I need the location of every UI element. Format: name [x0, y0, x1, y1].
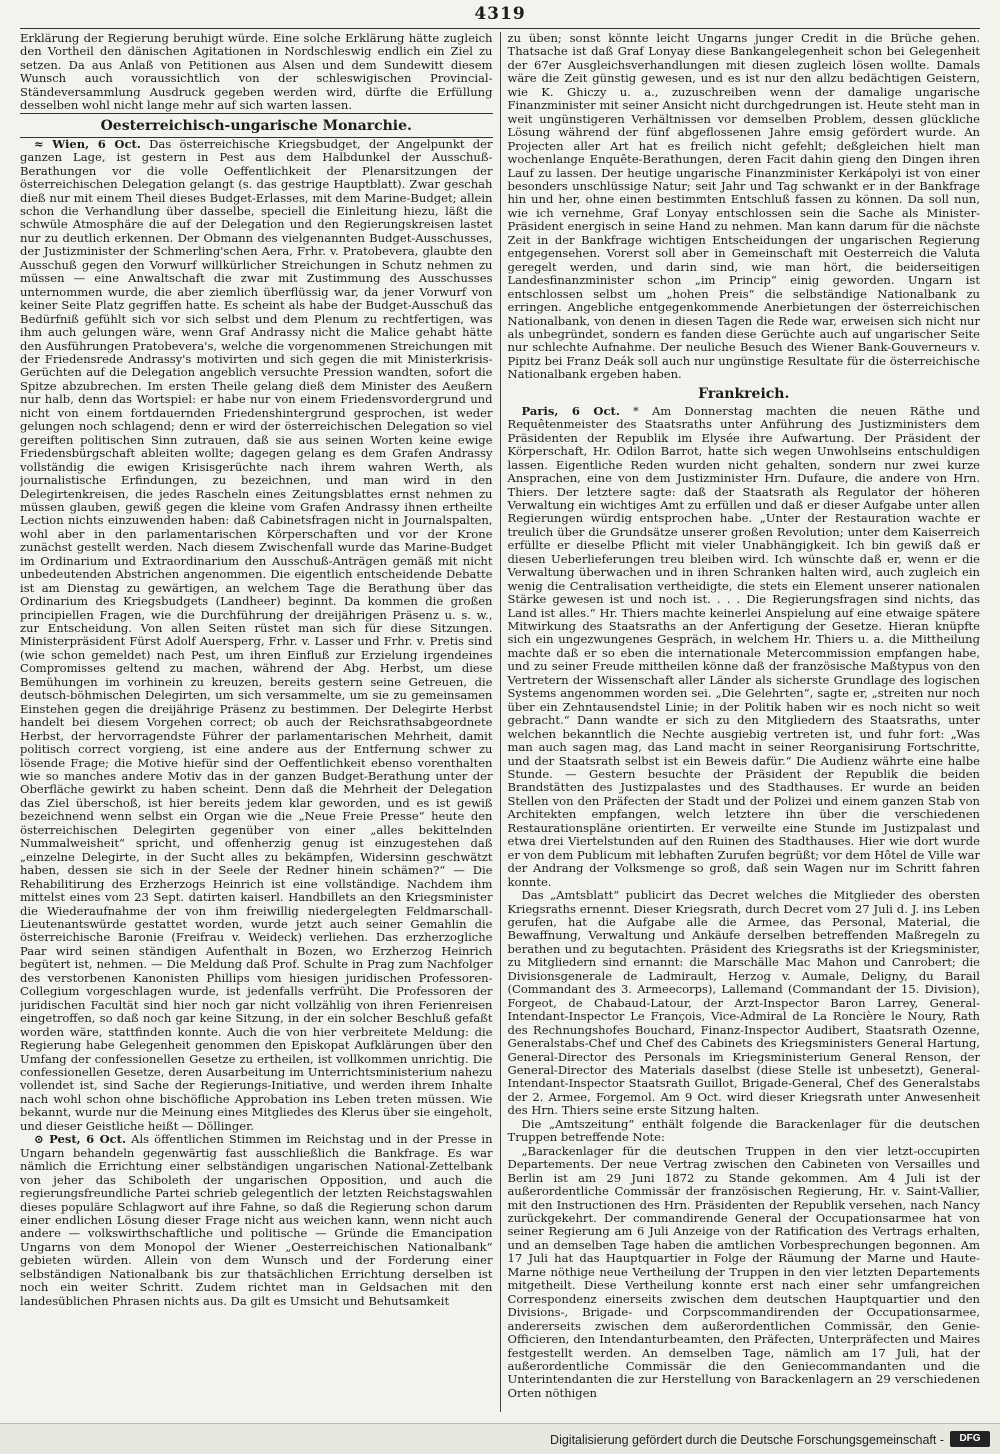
pest-dateline: ⊙ Pest, 6 Oct. — [34, 1132, 127, 1147]
paris-dateline: Paris, 6 Oct. — [521, 403, 620, 418]
page-number: 4319 — [474, 4, 526, 24]
header-rule — [20, 28, 980, 29]
baracken-paragraph: „Barackenlager für die deutschen Truppen in den vier letzt-occupirten Departements. Der neue Vertrag zwischen den Cabineten von Versailles und Berlin ist am 29 Juni 1872 zu Stande gekommen. Am 4 Juli ist der außerordentliche Commissär der französischen Regierung, Hr. v. Saint-Vallier, mit den Instructionen des Hrn. Präsidenten der Republik versehen, nach Nancy zurückgekehrt. Der commandirende General der Occupationsarmee hat von seiner Regierung am 6 Juli Anzeige von der Ratification des Vertrags erhalten, und an demselben Tage haben die amtlichen Vorbesprechungen begonnen. Am 17 Juli hat das Hauptquartier in Folge der Räumung der Marne und Haute-Marne nöthige neue Vertheilung der Truppen in den vier letzten Departements mitgetheilt. Diese Vertheilung konnte erst nach einer sehr umfangreichen Correspondenz einerseits zwischen dem deutschen Hauptquartier und den Divisions-, Brigade- und Corpscommandirenden der Occupationsarmee, andererseits zwischen dem außerordentlichen Commissär, den Genie-Officieren, den Intendanturbeamten, den Präfecten, Unterpräfecten und Maires festgestellt werden. An demselben Tage, nämlich am 17 Juli, hat der außerordentliche Commissär die den Geniecommandanten und die Unterintendanten die zur Herstellung von Barackenlagern an 29 verschiedenen Orten nöthigen — [507, 1143, 980, 1400]
left-column — [20, 32, 500, 1412]
section-rule — [20, 113, 493, 114]
pest-continuation: zu üben; sonst könnte leicht Ungarns junger Credit in die Brüche gehen. Thatsache ist daß Graf Lonyay diese Bankangelegenheit schon bei Gelegenheit der 67er Ausgleichsverhandlungen mit diesen zugleich lösen wollte. Damals wäre die Zeit günstig gewesen, und es ist nur den allzu bedächtigen Geistern, wie K. Ghiczy u. a., zuzuschreiben wenn der damalige ungarische Finanzminister mit seiner Ansicht nicht durchgedrungen ist. Heute steht man in weit ungünstigeren Verhältnissen vor demselben Problem, dessen glückliche Lösung während der fünf abgeflossenen Jahre emsig gefördert wurde. An Projecten aller Art hat es freilich nicht gefehlt; deßgleichen hielt man wochenlange Enquête-Berathungen, deren Facit dahin gieng den Dingen ihren Lauf zu lassen. Der heutige ungarische Finanzminister Kerkápolyi ist von einer besonders unschlüssige Natur; seit Jahr und Tag schwankt er in der Bankfrage hin und her, ohne einen bestimmten Entschluß fassen zu können. Da soll nun, wie ich vernehme, Graf Lonyay entschlossen sein die Sache als Minister-Präsident energisch in seine Hand zu nehmen. Man kann darum für die nächste Zeit in der Bankfrage wichtigen Entscheidungen der ungarischen Regierung entgegensehen. Vorerst soll aber in Gemeinschaft mit Oesterreich die Valuta geregelt werden, und darin sind, wie man hört, die beiderseitigen Landesfinanzminister schon „im Princip“ einig geworden. Ungarn ist entschlossen selbst um „hohen Preis“ die selbständige Nationalbank zu erringen. Angebliche entgegenkommende Anerbietungen der österreichischen Nationalbank, von denen in diesen Tagen die Rede war, erweisen sich nicht nur als unbegründet, sondern es fanden diese Gerüchte auch auf ungarischer Seite nur schlechte Aufnahme. Der neuliche Besuch des Wiener Bank-Gouverneurs v. Pipitz bei Franz Deák soll auch nur ungünstige Resultate für die österreichische Nationalbank ergeben haben. — [507, 32, 980, 382]
section-heading-france: Frankreich. — [698, 385, 790, 402]
opening-paragraph: Erklärung der Regierung beruhigt würde. Eine solche Erklärung hätte zugleich den Vortheil den dänischen Agitationen in Nordschleswig endlich ein Ziel zu setzen. Da aus Anlaß von Petitionen aus Alsen und dem Sundewitt diesem Wunsch auch voraussichtlich von der schleswigischen Provincial-Ständeversammlung Ausdruck gegeben werden wird, dürfte die Erfüllung desselben wohl nicht lange mehr auf sich warten lassen. — [20, 32, 493, 113]
footer-text: Digitalisierung gefördert durch die Deutsche Forschungsgemeinschaft - — [550, 1433, 944, 1447]
amtszeitung-paragraph: Die „Amtszeitung“ enthält folgende die Barackenlager für die deutschen Truppen betreffende Note: — [507, 1116, 980, 1145]
amtsblatt-paragraph: Das „Amtsblatt“ publicirt das Decret welches die Mitglieder des obersten Kriegsraths ernennt. Dieser Kriegsrath, durch Decret vom 27 Juli d. J. ins Leben gerufen, hat die Aufgabe alle die Armee, das Personal, Material, die Bewaffnung, Verwaltung und Ankäufe derselben betreffenden Maßregeln zu berathen und zu begutachten. Präsident des Kriegsraths ist der Kriegsminister, zu Mitgliedern sind ernannt: die Marschälle Mac Mahon und Canrobert; die Divisionsgenerale de Ladmirault, Herzog v. Aumale, Deligny, du Barail (Commandant des 3. Armeecorps), Lallemand (Commandant der 15. Division), Forgeot, de Chabaud-Latour, der Arzt-Inspector Baron Larrey, General-Intendant-Inspector Le François, Vice-Admiral de La Roncière le Noury, Rath des Rechnungshofes Bouchard, Finanz-Inspector Audibert, Staatsrath Ozenne, Generalstabs-Chef und Chef des Cabinets des Kriegsministers General Hartung, General-Director des Personals im Kriegsministerium General Renson, der General-Director des Materials daselbst (diese Stelle ist unbesetzt), General-Intendant-Inspector Staatsrath Guillot, Brigade-General, Chef des Generalstabs der 2. Armee, Forgemol. Am 9 Oct. wird dieser Kriegsrath unter Anwesenheit des Hrn. Thiers seine erste Sitzung halten. — [507, 888, 980, 1118]
pest-article — [20, 1133, 493, 1308]
wien-dateline: ≈ Wien, 6 Oct. — [34, 136, 141, 151]
dfg-logo-icon: DFG — [950, 1431, 990, 1447]
newspaper-columns — [20, 32, 980, 1412]
paris-article — [508, 405, 981, 889]
right-column — [501, 32, 981, 1412]
wien-text: Das österreichische Kriegsbudget, der Angelpunkt der ganzen Lage, ist gestern in Pest aus dem Halbdunkel der Ausschuß-Berathungen vor die volle Oeffentlichkeit der Plenarsitzungen der österreichischen Delegation gelangt (s. das gestrige Hauptblatt). Zwar geschah dieß nur mit einem Theil dieses Budget-Erlasses, mit dem Marine-Budget; allein schon die Verhandlung über dasselbe, speciell die Einleitung hiezu, läßt die schwüle Atmosphäre die auf der Delegation und den Regierungskreisen lastet nur zu deutlich erkennen. Der Obmann des vielgenannten Budget-Ausschusses, der Justizminister der Schmerling'schen Aera, Frhr. v. Pratobevera, glaubte den Ausschuß gegen den Vorwurf willkürlicher Streichungen in Schutz nehmen zu müssen — eine Anwaltschaft die zwar mit Zustimmung des Ausschusses unternommen wurde, die aber ziemlich überflüssig war, da jener Vorwurf von keiner Seite Platz gegriffen hatte. Es scheint als habe der Budget-Ausschuß das Bedürfniß gefühlt sich vor sich selbst und dem Plenum zu rechtfertigen, was ihm auch gelungen wäre, wenn Graf Andrassy nicht die Malice gehabt hätte den Ausführungen Pratobevera's, welche die vorgenommenen Streichungen mit der Friedensrede Andrassy's motivirten und sich gegen die mit Ministerkrisis-Gerüchten auf die Delegation angeblich versuchte Pression wandten, sofort die Spitze abzubrechen. Im ersten Theile gelang dieß dem Minister des Aeußern nur halb, denn das Wortspiel: er habe nur von einem Friedensvordergrund und nicht von einem fortdauernden Friedenshintergrund gesprochen, ist weder gelungen noch schlagend; denn er wird der österreichischen Delegation so viel gereiften politischen Sinn zutrauen, daß sie aus seinen Worten keine ewige Friedensbürgschaft ableiten wollte; dagegen gelang es dem Grafen Andrassy vollständig die ewigen Krisisgerüchte nach ihrem wahren Werth, als journalistische Erfindungen, zu bezeichnen, und man wird in den Delegirtenkreisen, die jedes Rascheln eines Zeitungsblattes ernst nehmen zu müssen glauben, gewiß gegen die kleine vom Grafen Andrassy ihnen ertheilte Lection nichts einzuwenden haben: daß Cabinetsfragen nicht in Journalspalten, wohl aber in den parlamentarischen Körperschaften und vor der Krone zunächst gestellt werden. Nach diesem Zwischenfall wurde das Marine-Budget im Ordinarium und Extraordinarium den Ausschuß-Anträgen gemäß mit nicht unbedeutenden Abstrichen angenommen. Die eigentlich entscheidende Debatte ist am Dienstag zu gewärtigen, an welchem Tage die Berathung über das Ordinarium des Kriegsbudgets (Landheer) beginnt. Da kommen die großen principiellen Fragen, wie die Durchführung der dreijährigen Präsenz u. s. w., zur Entscheidung. Von allen Seiten rüstet man sich für diese Sitzungen. Ministerpräsident Fürst Adolf Auersperg, Frhr. v. Lasser und Frhr. v. Pretis sind (wie schon gemeldet) nach Pest, um ihren Einfluß zur Erzielung irgendeines Compromisses geltend zu machen, während der Abg. Herbst, um diese Bemühungen im vorhinein zu kreuzen, bereits gestern seine Getreuen, die deutsch-böhmischen Delegirten, um sich versammelte, um sie zu gemeinsamen Einstehen gegen die dreijährige Präsenz zu bestimmen. Der Delegirte Herbst handelt bei diesem Vorgehen correct; ob auch der Reichsrathsabgeordnete Herbst, der hervorragendste Führer der parlamentarischen Mehrheit, damit politisch correct vorgieng, ist eine andere aus der Entfernung schwer zu lösende Frage; die Motive hiefür sind der Oeffentlichkeit ebenso vorenthalten wie so manches andere Motiv das in der ganzen Budget-Berathung unter der Oberfläche gewirkt zu haben scheint. Denn daß die Mehrheit der Delegation das Ziel überschoß, ist hier bereits jedem klar geworden, und es ist gewiß bezeichnend wenn selbst ein Organ wie die „Neue Freie Presse“ heute den österreichischen Delegirten gegenüber von einer „alles bekittelnden Nummalweisheit“ spricht, und offenherzig genug ist einzugestehen daß „einzelne Delegirte, in der Sucht alles zu bekämpfen, Widersinn geschwätzt haben, dessen sie sich in der Seele der Redner hinein schämen?“ — Die Rehabilitirung des Erzherzogs Heinrich ist eine vollständige. Nachdem ihm mittelst eines vom 23 Sept. datirten kaiserl. Handbillets an den Kriegsminister die Wiederaufnahme der von ihm freiwillig niedergelegten Feldmarschall-Lieutenantswürde gestattet worden, wurde jetzt auch seiner Gemahlin die österreichische Baronie (Freifrau v. Weideck) verliehen. Das erzherzogliche Paar wird seinen ständigen Aufenthalt in Bozen, wo Erzherzog Heinrich begütert ist, nehmen. — Die Meldung daß Prof. Schulte in Prag zum Nachfolger des verstorbenen Kanonisten Phillips vom hiesigen juridischen Professoren-Collegium vorgeschlagen wurde, ist jedenfalls verfrüht. Die Professoren der juridischen Facultät sind hier noch gar nicht vollzählig von ihren Ferienreisen eingetroffen, so daß noch gar keine Sitzung, in der ein solcher Beschluß gefaßt worden wäre, stattfinden konnte. Auch die von hier verbreitete Meldung: die Regierung habe Gelegenheit genommen den Episkopat Aufklärungen über den Umfang der confessionellen Gesetze zu ertheilen, ist vollkommen unrichtig. Die confessionellen Gesetze, deren Ausarbeitung im Unterrichtsministerium nahezu vollendet ist, sind Sache der Regierungs-Initiative, und werden ihrem Inhalte nach wohl schon ohne bischöfliche Approbation ins Leben treten müssen. Wie bekannt, wurde nur die Meinung eines Mitgliedes des Klerus über sie eingeholt, und dieser Geistliche heißt — Döllinger. — [20, 136, 493, 1133]
wien-article — [20, 138, 493, 1134]
paris-text: * Am Donnerstag machten die neuen Räthe und Requêtenmeister des Staatsraths unter Anführung des Justizministers dem Präsidenten der Republik im Elysée ihre Aufwartung. Der Präsident der Körperschaft, Hr. Odilon Barrot, hatte sich wegen Unwohlseins entschuldigen lassen. Eigentliche Reden wurden nicht gehalten, sondern nur zwei kurze Ansprachen, eine von dem Justizminister Hrn. Dufaure, die andere von Hrn. Thiers. Der letztere sagte: daß der Staatsrath als Regulator der höheren Verwaltung ein wichtiges Amt zu erfüllen und daß er dieser Aufgabe unter allen Regierungen würdig entsprochen habe. „Unter der Restauration wachte er treulich über die Grundsätze unserer großen Revolution; unter dem Kaiserreich erfüllte er dieselbe Pflicht mit vieler Unabhängigkeit. Ich bin gewiß daß er diesen Ueberlieferungen treu bleiben wird. Ich wünschte daß er, wenn er die Verwaltung überwachen und in ihren Schranken halten wird, auch zugleich ein wenig die Centralisation vertheidigte, die stets ein Element unserer nationalen Stärke gewesen ist und noch ist. . . . Die Regierungsfragen sind nichts, das Land ist alles.“ Hr. Thiers machte keinerlei Anspielung auf eine etwaige spätere Mitwirkung des Staatsraths an der Anfertigung der Gesetze. Hieran knüpfte sich ein ungezwungenes Gespräch, in welchem Hr. Thiers u. a. die Mittheilung machte daß er so eben die internationale Metercommission empfangen habe, und zu seiner Freude mittheilen könne daß der französische Maßtypus von den Vertretern der Wissenschaft aller Länder als sicherste Grundlage des logischen Systems angenommen worden sei. „Die Gelehrten“, sagte er, „streiten nur noch über ein Zehntausendstel Linie; in der Politik haben wir es noch nicht so weit gebracht.“ Dann wandte er sich zu den Mitgliedern des Staatsraths, unter welchen bekanntlich die Nechte ausgiebig vertreten ist, und fuhr fort: „Was man auch sagen mag, das Land macht in seiner Reorganisirung Fortschritte, und der Staatsrath selbst ist ein Beweis dafür.“ Die Audienz währte eine halbe Stunde. — Gestern besuchte der Präsident der Republik die beiden Brandstätten des Justizpalastes und des Stadthauses. Er wurde an beiden Stellen von den Präfecten der Stadt und der Polizei und einem ganzen Stab von Architekten empfangen, welch letztere ihn über die verschiedenen Restaurationspläne orientirten. Er verweilte eine Stunde im Justizpalast und etwa drei Viertelstunden auf den Ruinen des Stadthauses. Hier wie dort wurde er von dem Publicum mit lebhaften Zurufen begrüßt; vor dem Hôtel de Ville war der Andrang der Volksmenge so groß, daß sein Wagen nur im Schritt fahren konnte. — [507, 403, 980, 889]
section-heading-austria: Oesterreichisch-ungarische Monarchie. — [100, 117, 412, 134]
pest-text: Als öffentlichen Stimmen im Reichstag und in der Presse in Ungarn behandeln gegenwärtig fast ausschließlich die Bankfrage. Es war nämlich die Errichtung einer selbständigen ungarischen National-Zettelbank von jeher das Schiboleth der ungarischen Opposition, und auch die regierungsfreundliche Partei schrieb gelegentlich der letzten Reichstagswahlen dieses populäre Schlagwort auf ihre Fahne, so daß die Regierung schon darum einer endlichen Lösung dieser Frage nicht aus weichen kann, wenn nicht auch andere — volkswirthschaftliche und politische — Gründe die Emancipation Ungarns von dem Monopol der Wiener „Oesterreichischen Nationalbank“ gebieten würden. Allein von dem Wunsch und der Forderung einer selbständigen Nationalbank bis zur thatsächlichen Errichtung derselben ist noch ein weiter Schritt. Zudem richtet man in Geldsachen mit den landesüblichen Phrasen nichts aus. Da gilt es Umsicht und Behutsamkeit — [20, 1132, 493, 1308]
digitization-footer — [0, 1423, 1000, 1454]
